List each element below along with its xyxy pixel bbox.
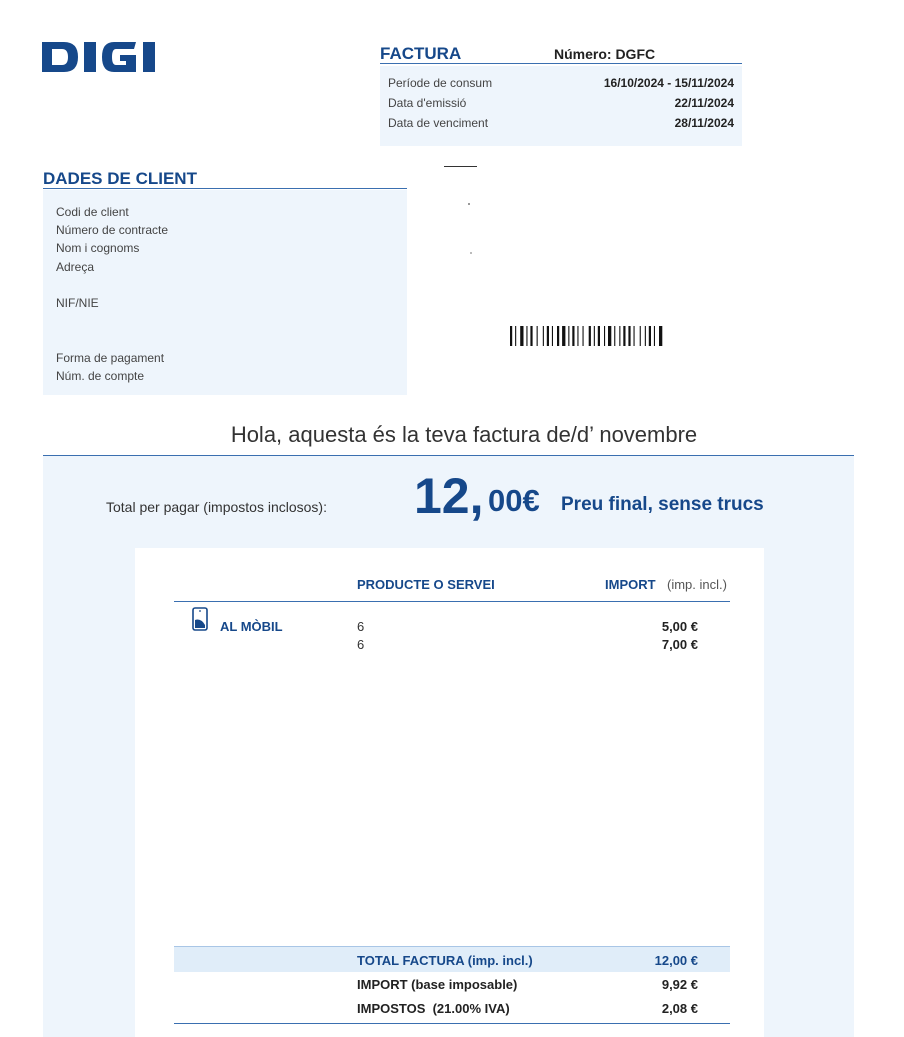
total-slogan: Preu final, sense trucs [561,494,764,515]
line-item-desc: 6 [357,619,365,634]
column-header-product: PRODUCTE O SERVEI [357,577,495,592]
tax-base-value: 9,92 € [661,977,698,992]
digi-logo [42,40,194,74]
issue-date-value: 22/11/2024 [674,96,734,110]
line-item-amount: 5,00 € [661,619,698,634]
client-code-label: Codi de client [56,205,129,219]
column-header-import-sub: (imp. incl.) [667,577,727,592]
summary-bottom-divider [174,1023,730,1024]
scan-dot [468,203,470,205]
header-divider [174,601,730,602]
line-item-desc: 6 [357,637,365,652]
greeting-text: Hola, aquesta és la teva factura de/d’ novembre [230,422,698,447]
due-date-value: 28/11/2024 [674,116,734,130]
full-name-label: Nom i cognoms [56,241,140,255]
invoice-row-due-date [388,116,734,134]
total-label: Total per pagar (impostos inclosos): [106,499,327,515]
line-item-amount: 7,00 € [661,637,698,652]
scan-dot [470,252,472,254]
service-label-mobile: AL MÒBIL [220,619,283,634]
invoice-info-box [380,66,742,146]
taxes-value: 2,08 € [661,1001,698,1016]
account-number-label: Núm. de compte [56,369,145,383]
tax-base-label: IMPORT (base imposable) [357,977,518,992]
issue-date-label: Data d'emissió [388,96,467,110]
invoice-title: FACTURA [380,44,462,63]
divider-dash [444,166,477,167]
column-header-import: IMPORT [605,577,656,592]
client-section-title: DADES DE CLIENT [43,169,407,189]
invoice-row-issue-date [388,96,734,114]
nif-label: NIF/NIE [56,296,99,310]
invoice-number: Número: DGFC [554,46,656,62]
period-value: 16/10/2024 - 15/11/2024 [603,76,734,90]
total-amount-decimal: 00€ [488,483,540,518]
barcode [510,326,700,346]
address-label: Adreça [56,260,95,274]
payment-method-label: Forma de pagament [56,351,165,365]
due-date-label: Data de venciment [388,116,489,130]
total-amount-integer: 12, [414,468,484,524]
invoice-row-period [388,76,734,94]
total-invoice-label: TOTAL FACTURA (imp. incl.) [357,953,533,968]
client-info-box [43,190,407,395]
mobile-phone-icon [192,607,208,631]
total-invoice-value: 12,00 € [654,953,698,968]
taxes-label: IMPOSTOS (21.00% IVA) [357,1001,510,1016]
contract-number-label: Número de contracte [56,223,169,237]
period-label: Període de consum [388,76,493,90]
invoice-header [380,44,742,64]
